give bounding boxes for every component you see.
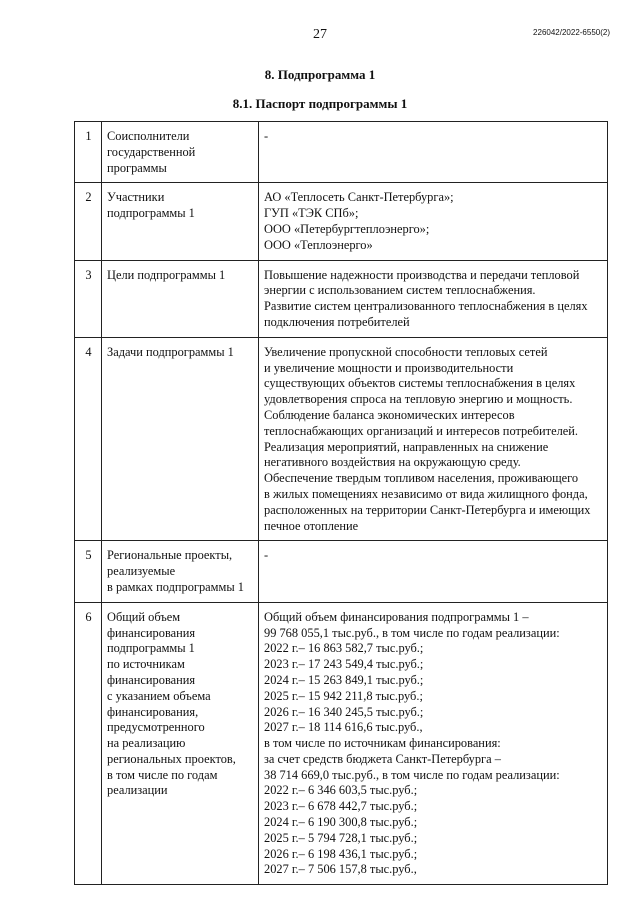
content-line: 2025 г.– 5 794 728,1 тыс.руб.; (264, 830, 418, 845)
content-line: - (264, 129, 269, 143)
content-line: 2027 г.– 7 506 157,8 тыс.руб., (264, 862, 417, 877)
content-line: ООО «Петербургтеплоэнерго»; (264, 221, 430, 236)
label-line: Соисполнители (107, 129, 190, 143)
content-line: 38 714 669,0 тыс.руб., в том числе по годам реализации: (264, 767, 560, 782)
content-line: за счет средств бюджета Санкт-Петербурга – (264, 751, 501, 766)
row-content (259, 183, 608, 260)
content-line: Реализация мероприятий, направленных на снижение (264, 439, 549, 454)
row-content (259, 337, 608, 541)
row-content (259, 122, 608, 183)
content-line: энергии с использованием систем теплоснабжения. (264, 283, 536, 298)
content-line: 2025 г.– 15 942 211,8 тыс.руб.; (264, 688, 423, 703)
label-line: с указанием объема (107, 688, 211, 703)
label-line: Задачи подпрограммы 1 (107, 344, 234, 359)
content-line: 2023 г.– 17 243 549,4 тыс.руб.; (264, 657, 424, 672)
content-line: - (264, 548, 269, 563)
row-number: 5 (75, 541, 102, 602)
content-line: удовлетворения спроса на тепловую энергию и мощность. (264, 392, 573, 407)
row-content (259, 541, 608, 602)
content-line: существующих объектов системы теплоснабжения в целях (264, 376, 576, 391)
row-number: 6 (75, 602, 102, 885)
content-line: негативного воздействия на окружающую среду. (264, 455, 521, 470)
content-line: в том числе по источникам финансирования: (264, 736, 501, 751)
content-line: Общий объем финансирования подпрограммы 1 – (264, 609, 529, 624)
content-line: 2022 г.– 16 863 582,7 тыс.руб.; (264, 641, 424, 656)
row-number: 2 (75, 183, 102, 260)
row-label (102, 122, 259, 183)
table-row (75, 183, 608, 260)
content-line: 2024 г.– 6 190 300,8 тыс.руб.; (264, 815, 418, 830)
passport-table (74, 121, 608, 885)
content-line: АО «Теплосеть Санкт-Петербурга»; (264, 190, 454, 205)
label-line: подпрограммы 1 (107, 206, 195, 221)
label-line: Цели подпрограммы 1 (107, 267, 226, 282)
table-row (75, 122, 608, 183)
label-line: Общий объем (107, 609, 181, 624)
content-line: подключения потребителей (264, 314, 410, 329)
content-line: печное отопление (264, 518, 359, 533)
table-row (75, 602, 608, 885)
section-title: 8. Подпрограмма 1 (264, 67, 376, 82)
label-line: в том числе по годам (107, 767, 218, 782)
content-line: 2026 г.– 6 198 436,1 тыс.руб.; (264, 846, 418, 861)
label-line: подпрограммы 1 (107, 641, 195, 656)
content-line: ООО «Теплоэнерго» (264, 237, 373, 252)
row-label (102, 541, 259, 602)
label-line: финансирования (107, 625, 196, 640)
content-line: расположенных на территории Санкт-Петербурга и имеющих (264, 502, 591, 517)
label-line: предусмотренного (107, 720, 205, 735)
table-row (75, 541, 608, 602)
content-line: 99 768 055,1 тыс.руб., в том числе по годам реализации: (264, 625, 560, 640)
content-line: Увеличение пропускной способности тепловых сетей (264, 344, 548, 359)
label-line: программы (107, 160, 167, 175)
row-number: 4 (75, 337, 102, 541)
label-line: в рамках подпрограммы 1 (107, 579, 244, 594)
content-line: Повышение надежности производства и передачи тепловой (264, 267, 580, 282)
document-code: 226042/2022-6550(2) (533, 28, 610, 37)
label-line: реализуемые (107, 564, 176, 579)
content-line: 2027 г.– 18 114 616,6 тыс.руб., (264, 720, 423, 735)
row-label (102, 602, 259, 885)
label-line: финансирования, (107, 704, 199, 719)
content-line: ГУП «ТЭК СПб»; (264, 206, 359, 221)
content-line: теплоснабжающих организаций и интересов потребителей. (264, 423, 578, 438)
label-line: Участники (107, 190, 165, 205)
row-label (102, 183, 259, 260)
content-line: 2026 г.– 16 340 245,5 тыс.руб.; (264, 704, 424, 719)
row-number: 3 (75, 260, 102, 337)
row-label (102, 260, 259, 337)
row-number: 1 (75, 122, 102, 183)
table-row (75, 337, 608, 541)
label-line: реализации (107, 783, 168, 798)
label-line: региональных проектов, (107, 751, 236, 766)
section-subtitle: 8.1. Паспорт подпрограммы 1 (232, 96, 408, 111)
row-content (259, 260, 608, 337)
label-line: Региональные проекты, (107, 548, 233, 563)
content-line: Развитие систем централизованного теплоснабжения в целях (264, 299, 588, 314)
row-label (102, 337, 259, 541)
label-line: финансирования (107, 672, 196, 687)
table-row (75, 260, 608, 337)
content-line: в жилых помещениях независимо от вида жилищного фонда, (264, 486, 588, 501)
content-line: Соблюдение баланса экономических интересов (264, 407, 515, 422)
label-line: государственной (107, 144, 196, 159)
row-content (259, 602, 608, 885)
page-number: 27 (313, 27, 327, 42)
content-line: 2022 г.– 6 346 603,5 тыс.руб.; (264, 783, 418, 798)
content-line: 2023 г.– 6 678 442,7 тыс.руб.; (264, 799, 418, 814)
content-line: и увеличение мощности и производительности (264, 360, 514, 375)
content-line: Обеспечение твердым топливом населения, проживающего (264, 471, 579, 486)
label-line: по источникам (107, 657, 185, 672)
content-line: 2024 г.– 15 263 849,1 тыс.руб.; (264, 672, 424, 687)
label-line: на реализацию (107, 736, 186, 751)
